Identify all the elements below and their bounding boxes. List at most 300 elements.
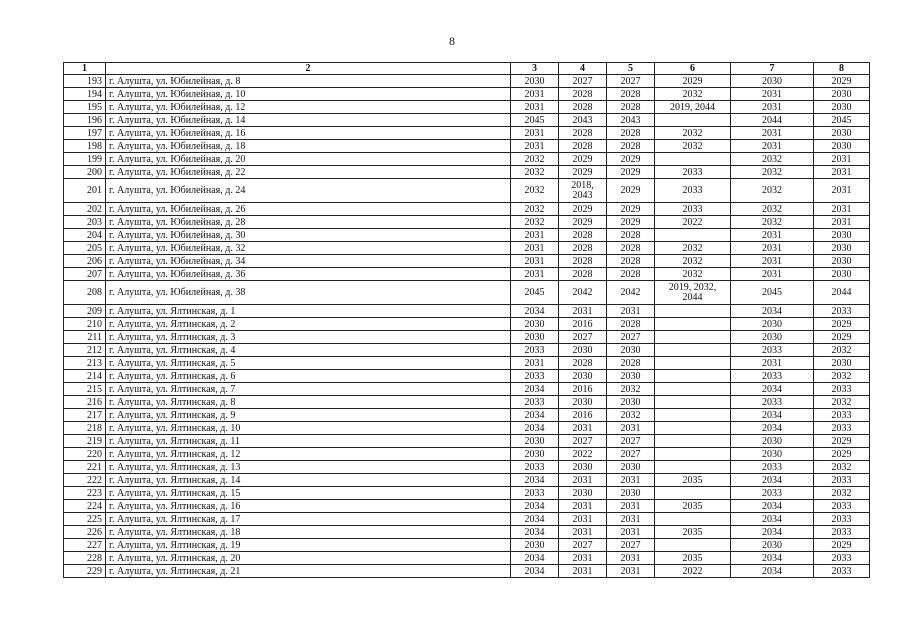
column-header: 3	[511, 63, 559, 75]
year-cell: 2029	[814, 318, 870, 331]
year-cell: 2031	[559, 500, 607, 513]
table-row	[64, 370, 870, 383]
year-cell: 2032	[655, 140, 731, 153]
year-cell: 2027	[607, 539, 655, 552]
row-number-cell: 201	[64, 179, 106, 203]
year-cell: 2028	[559, 229, 607, 242]
table-body	[64, 75, 870, 578]
year-cell: 2034	[511, 383, 559, 396]
year-cell	[655, 513, 731, 526]
year-cell: 2031	[607, 474, 655, 487]
year-cell	[655, 344, 731, 357]
address-cell: г. Алушта, ул. Юбилейная, д. 18	[106, 140, 511, 153]
row-number-cell: 226	[64, 526, 106, 539]
year-cell: 2028	[607, 229, 655, 242]
address-cell: г. Алушта, ул. Ялтинская, д. 8	[106, 396, 511, 409]
table-row	[64, 500, 870, 513]
address-cell: г. Алушта, ул. Ялтинская, д. 10	[106, 422, 511, 435]
table-row	[64, 513, 870, 526]
year-cell	[655, 396, 731, 409]
year-cell: 2031	[511, 255, 559, 268]
year-cell: 2028	[607, 242, 655, 255]
address-cell: г. Алушта, ул. Ялтинская, д. 11	[106, 435, 511, 448]
year-cell: 2029	[607, 153, 655, 166]
year-cell: 2028	[607, 357, 655, 370]
table-row	[64, 461, 870, 474]
table-row	[64, 203, 870, 216]
year-cell: 2028	[559, 268, 607, 281]
year-cell	[655, 422, 731, 435]
year-cell: 2033	[655, 203, 731, 216]
year-cell: 2029	[559, 216, 607, 229]
year-cell: 2030	[814, 242, 870, 255]
year-cell: 2030	[814, 229, 870, 242]
column-header: 5	[607, 63, 655, 75]
address-cell: г. Алушта, ул. Юбилейная, д. 24	[106, 179, 511, 203]
year-cell: 2030	[814, 357, 870, 370]
year-cell: 2027	[559, 435, 607, 448]
year-cell: 2028	[559, 357, 607, 370]
year-cell: 2029	[607, 166, 655, 179]
year-cell: 2031	[731, 268, 814, 281]
year-cell: 2030	[559, 487, 607, 500]
year-cell: 2032	[655, 242, 731, 255]
row-number-cell: 222	[64, 474, 106, 487]
year-cell: 2032	[655, 255, 731, 268]
address-cell: г. Алушта, ул. Юбилейная, д. 36	[106, 268, 511, 281]
row-number-cell: 202	[64, 203, 106, 216]
row-number-cell: 204	[64, 229, 106, 242]
year-cell: 2042	[607, 281, 655, 305]
row-number-cell: 227	[64, 539, 106, 552]
year-cell: 2031	[559, 513, 607, 526]
year-cell: 2031	[559, 474, 607, 487]
table-row	[64, 383, 870, 396]
table-row	[64, 101, 870, 114]
year-cell: 2031	[814, 153, 870, 166]
year-cell: 2031	[607, 526, 655, 539]
year-cell: 2033	[814, 474, 870, 487]
table-row	[64, 166, 870, 179]
year-cell: 2030	[731, 331, 814, 344]
year-cell: 2032	[731, 203, 814, 216]
table-row	[64, 435, 870, 448]
address-cell: г. Алушта, ул. Ялтинская, д. 9	[106, 409, 511, 422]
year-cell: 2031	[607, 500, 655, 513]
table-row	[64, 114, 870, 127]
year-cell: 2027	[559, 75, 607, 88]
year-cell: 2032	[511, 216, 559, 229]
year-cell	[559, 179, 607, 203]
table-row	[64, 305, 870, 318]
year-cell: 2035	[655, 474, 731, 487]
year-cell: 2032	[814, 396, 870, 409]
year-cell: 2032	[814, 370, 870, 383]
table-row	[64, 242, 870, 255]
table-row	[64, 216, 870, 229]
year-cell: 2035	[655, 526, 731, 539]
year-cell: 2045	[814, 114, 870, 127]
year-cell: 2030	[511, 331, 559, 344]
year-cell: 2033	[814, 305, 870, 318]
year-cell: 2032	[655, 127, 731, 140]
year-cell: 2043	[607, 114, 655, 127]
year-cell	[655, 461, 731, 474]
year-cell	[655, 305, 731, 318]
address-cell: г. Алушта, ул. Юбилейная, д. 26	[106, 203, 511, 216]
year-cell: 2033	[814, 500, 870, 513]
year-cell: 2034	[731, 565, 814, 578]
address-cell: г. Алушта, ул. Ялтинская, д. 18	[106, 526, 511, 539]
year-cell: 2027	[607, 448, 655, 461]
address-cell: г. Алушта, ул. Ялтинская, д. 17	[106, 513, 511, 526]
row-number-cell: 223	[64, 487, 106, 500]
year-cell: 2031	[814, 216, 870, 229]
table-row	[64, 140, 870, 153]
page-number: 8	[449, 34, 455, 48]
year-cell	[655, 331, 731, 344]
year-cell: 2034	[731, 513, 814, 526]
year-cell: 2034	[511, 526, 559, 539]
year-cell: 2031	[607, 305, 655, 318]
year-cell: 2034	[511, 565, 559, 578]
year-cell: 2028	[607, 88, 655, 101]
year-cell: 2030	[511, 75, 559, 88]
year-cell: 2030	[511, 448, 559, 461]
row-number-cell: 219	[64, 435, 106, 448]
year-cell: 2029	[814, 331, 870, 344]
year-cell: 2032	[814, 487, 870, 500]
row-number-cell: 218	[64, 422, 106, 435]
year-cell: 2032	[814, 461, 870, 474]
year-cell: 2033	[814, 513, 870, 526]
year-cell: 2030	[607, 396, 655, 409]
year-cell: 2033	[731, 396, 814, 409]
row-number-cell: 199	[64, 153, 106, 166]
year-cell: 2033	[511, 370, 559, 383]
year-cell: 2034	[511, 409, 559, 422]
year-cell: 2031	[607, 552, 655, 565]
year-cell: 2044	[731, 114, 814, 127]
row-number-cell: 212	[64, 344, 106, 357]
year-cell: 2029	[559, 153, 607, 166]
year-cell	[655, 114, 731, 127]
year-cell: 2031	[511, 88, 559, 101]
year-cell: 2031	[511, 140, 559, 153]
wrapped-cell-text: 2018, 2043	[571, 179, 594, 201]
year-cell: 2031	[511, 268, 559, 281]
year-cell: 2034	[511, 474, 559, 487]
year-cell: 2030	[814, 88, 870, 101]
year-cell: 2031	[731, 255, 814, 268]
table-row	[64, 153, 870, 166]
year-cell: 2034	[511, 305, 559, 318]
year-cell: 2034	[731, 305, 814, 318]
address-cell: г. Алушта, ул. Ялтинская, д. 14	[106, 474, 511, 487]
year-cell: 2031	[731, 357, 814, 370]
table-row	[64, 281, 870, 305]
year-cell: 2027	[607, 435, 655, 448]
year-cell: 2031	[511, 357, 559, 370]
year-cell: 2030	[731, 539, 814, 552]
year-cell: 2030	[559, 461, 607, 474]
year-cell: 2031	[731, 140, 814, 153]
row-number-cell: 216	[64, 396, 106, 409]
year-cell: 2032	[731, 216, 814, 229]
year-cell: 2029	[559, 203, 607, 216]
column-header: 4	[559, 63, 607, 75]
year-cell: 2031	[814, 166, 870, 179]
year-cell: 2045	[511, 114, 559, 127]
year-cell: 2034	[511, 500, 559, 513]
year-cell: 2033	[731, 487, 814, 500]
year-cell: 2034	[731, 526, 814, 539]
year-cell: 2028	[559, 127, 607, 140]
row-number-cell: 229	[64, 565, 106, 578]
row-number-cell: 221	[64, 461, 106, 474]
year-cell: 2031	[511, 101, 559, 114]
year-cell: 2027	[607, 331, 655, 344]
row-number-cell: 208	[64, 281, 106, 305]
table-row	[64, 179, 870, 203]
address-cell: г. Алушта, ул. Юбилейная, д. 12	[106, 101, 511, 114]
table-row	[64, 552, 870, 565]
row-number-cell: 200	[64, 166, 106, 179]
year-cell: 2030	[511, 539, 559, 552]
row-number-cell: 220	[64, 448, 106, 461]
year-cell: 2032	[511, 179, 559, 203]
row-number-cell: 228	[64, 552, 106, 565]
year-cell: 2031	[731, 127, 814, 140]
table-row	[64, 448, 870, 461]
year-cell: 2032	[814, 344, 870, 357]
address-cell: г. Алушта, ул. Юбилейная, д. 20	[106, 153, 511, 166]
year-cell: 2030	[559, 396, 607, 409]
year-cell	[655, 229, 731, 242]
address-cell: г. Алушта, ул. Ялтинская, д. 15	[106, 487, 511, 500]
year-cell: 2032	[511, 153, 559, 166]
year-cell: 2033	[731, 461, 814, 474]
year-cell: 2033	[511, 344, 559, 357]
year-cell	[655, 153, 731, 166]
address-cell: г. Алушта, ул. Ялтинская, д. 16	[106, 500, 511, 513]
year-cell: 2028	[607, 101, 655, 114]
year-cell: 2034	[511, 513, 559, 526]
year-cell	[655, 409, 731, 422]
row-number-cell: 196	[64, 114, 106, 127]
address-cell: г. Алушта, ул. Юбилейная, д. 16	[106, 127, 511, 140]
year-cell: 2031	[607, 422, 655, 435]
table-row	[64, 75, 870, 88]
year-cell: 2043	[559, 114, 607, 127]
year-cell: 2032	[511, 166, 559, 179]
year-cell: 2030	[731, 448, 814, 461]
year-cell: 2030	[731, 435, 814, 448]
address-cell: г. Алушта, ул. Ялтинская, д. 3	[106, 331, 511, 344]
table-row	[64, 268, 870, 281]
year-cell: 2028	[607, 127, 655, 140]
year-cell: 2030	[814, 101, 870, 114]
address-cell: г. Алушта, ул. Юбилейная, д. 10	[106, 88, 511, 101]
row-number-cell: 217	[64, 409, 106, 422]
column-header: 6	[655, 63, 731, 75]
row-number-cell: 193	[64, 75, 106, 88]
year-cell: 2016	[559, 383, 607, 396]
year-cell: 2022	[655, 565, 731, 578]
year-cell: 2032	[511, 203, 559, 216]
year-cell	[655, 487, 731, 500]
address-cell: г. Алушта, ул. Ялтинская, д. 13	[106, 461, 511, 474]
year-cell	[655, 448, 731, 461]
address-cell: г. Алушта, ул. Ялтинская, д. 2	[106, 318, 511, 331]
year-cell: 2031	[511, 242, 559, 255]
year-cell: 2027	[559, 331, 607, 344]
year-cell: 2030	[511, 318, 559, 331]
year-cell: 2034	[731, 383, 814, 396]
year-cell: 2029	[655, 75, 731, 88]
year-cell: 2032	[731, 166, 814, 179]
address-cell: г. Алушта, ул. Ялтинская, д. 6	[106, 370, 511, 383]
year-cell: 2028	[559, 140, 607, 153]
year-cell: 2033	[814, 409, 870, 422]
year-cell: 2030	[607, 487, 655, 500]
year-cell: 2030	[814, 268, 870, 281]
year-cell: 2033	[814, 422, 870, 435]
year-cell: 2030	[607, 370, 655, 383]
year-cell: 2030	[559, 370, 607, 383]
year-cell: 2035	[655, 552, 731, 565]
year-cell: 2019, 2044	[655, 101, 731, 114]
year-cell: 2030	[814, 140, 870, 153]
table-row	[64, 526, 870, 539]
address-cell: г. Алушта, ул. Ялтинская, д. 20	[106, 552, 511, 565]
year-cell: 2016	[559, 409, 607, 422]
address-cell: г. Алушта, ул. Ялтинская, д. 7	[106, 383, 511, 396]
year-cell: 2045	[731, 281, 814, 305]
year-cell: 2034	[511, 422, 559, 435]
row-number-cell: 203	[64, 216, 106, 229]
table-row	[64, 127, 870, 140]
address-cell: г. Алушта, ул. Ялтинская, д. 4	[106, 344, 511, 357]
year-cell: 2033	[814, 552, 870, 565]
table-row	[64, 88, 870, 101]
address-cell: г. Алушта, ул. Юбилейная, д. 32	[106, 242, 511, 255]
year-cell: 2029	[559, 166, 607, 179]
year-cell: 2031	[607, 513, 655, 526]
row-number-cell: 205	[64, 242, 106, 255]
wrapped-cell-text: 2019, 2032, 2044	[668, 281, 717, 303]
wrapped-cell-text: 2042	[572, 286, 593, 298]
table-row	[64, 565, 870, 578]
address-cell: г. Алушта, ул. Ялтинская, д. 12	[106, 448, 511, 461]
year-cell: 2031	[559, 565, 607, 578]
year-cell: 2033	[511, 461, 559, 474]
address-cell: г. Алушта, ул. Ялтинская, д. 21	[106, 565, 511, 578]
year-cell: 2032	[607, 383, 655, 396]
row-number-cell: 213	[64, 357, 106, 370]
row-number-cell: 198	[64, 140, 106, 153]
table-row	[64, 409, 870, 422]
data-table	[63, 62, 870, 578]
year-cell: 2029	[814, 448, 870, 461]
year-cell: 2030	[607, 461, 655, 474]
table-row	[64, 318, 870, 331]
year-cell: 2022	[655, 216, 731, 229]
row-number-cell: 195	[64, 101, 106, 114]
column-header: 8	[814, 63, 870, 75]
address-cell: г. Алушта, ул. Юбилейная, д. 30	[106, 229, 511, 242]
year-cell: 2028	[559, 88, 607, 101]
column-header: 1	[64, 63, 106, 75]
year-cell: 2031	[511, 229, 559, 242]
year-cell: 2029	[607, 179, 655, 203]
table-row	[64, 344, 870, 357]
year-cell: 2032	[607, 409, 655, 422]
year-cell: 2030	[511, 435, 559, 448]
year-cell	[655, 281, 731, 305]
year-cell: 2031	[731, 242, 814, 255]
year-cell: 2027	[559, 539, 607, 552]
year-cell: 2028	[607, 318, 655, 331]
row-number-cell: 215	[64, 383, 106, 396]
year-cell: 2034	[731, 552, 814, 565]
year-cell: 2033	[511, 396, 559, 409]
year-cell: 2022	[559, 448, 607, 461]
wrapped-cell-text: 2033	[682, 184, 703, 196]
address-cell: г. Алушта, ул. Ялтинская, д. 5	[106, 357, 511, 370]
year-cell: 2031	[607, 565, 655, 578]
table-row	[64, 487, 870, 500]
row-number-cell: 225	[64, 513, 106, 526]
address-cell: г. Алушта, ул. Юбилейная, д. 8	[106, 75, 511, 88]
year-cell: 2045	[511, 281, 559, 305]
year-cell: 2044	[814, 281, 870, 305]
table-row	[64, 229, 870, 242]
year-cell: 2033	[814, 526, 870, 539]
year-cell: 2028	[607, 140, 655, 153]
year-cell: 2031	[559, 526, 607, 539]
year-cell: 2032	[655, 268, 731, 281]
address-cell: г. Алушта, ул. Ялтинская, д. 19	[106, 539, 511, 552]
year-cell: 2028	[559, 101, 607, 114]
year-cell: 2034	[731, 500, 814, 513]
year-cell	[655, 357, 731, 370]
row-number-cell: 214	[64, 370, 106, 383]
year-cell: 2034	[731, 409, 814, 422]
year-cell: 2032	[731, 179, 814, 203]
column-header: 2	[106, 63, 511, 75]
year-cell: 2034	[731, 422, 814, 435]
row-number-cell: 211	[64, 331, 106, 344]
year-cell: 2028	[559, 255, 607, 268]
year-cell: 2029	[607, 203, 655, 216]
year-cell: 2033	[511, 487, 559, 500]
year-cell	[655, 318, 731, 331]
row-number-cell: 224	[64, 500, 106, 513]
year-cell: 2031	[731, 229, 814, 242]
table-row	[64, 422, 870, 435]
year-cell: 2028	[607, 268, 655, 281]
year-cell	[655, 435, 731, 448]
year-cell	[655, 179, 731, 203]
year-cell: 2032	[731, 153, 814, 166]
table-row	[64, 255, 870, 268]
table-row	[64, 539, 870, 552]
year-cell: 2031	[814, 203, 870, 216]
year-cell: 2029	[607, 216, 655, 229]
year-cell: 2029	[814, 75, 870, 88]
year-cell: 2031	[731, 101, 814, 114]
